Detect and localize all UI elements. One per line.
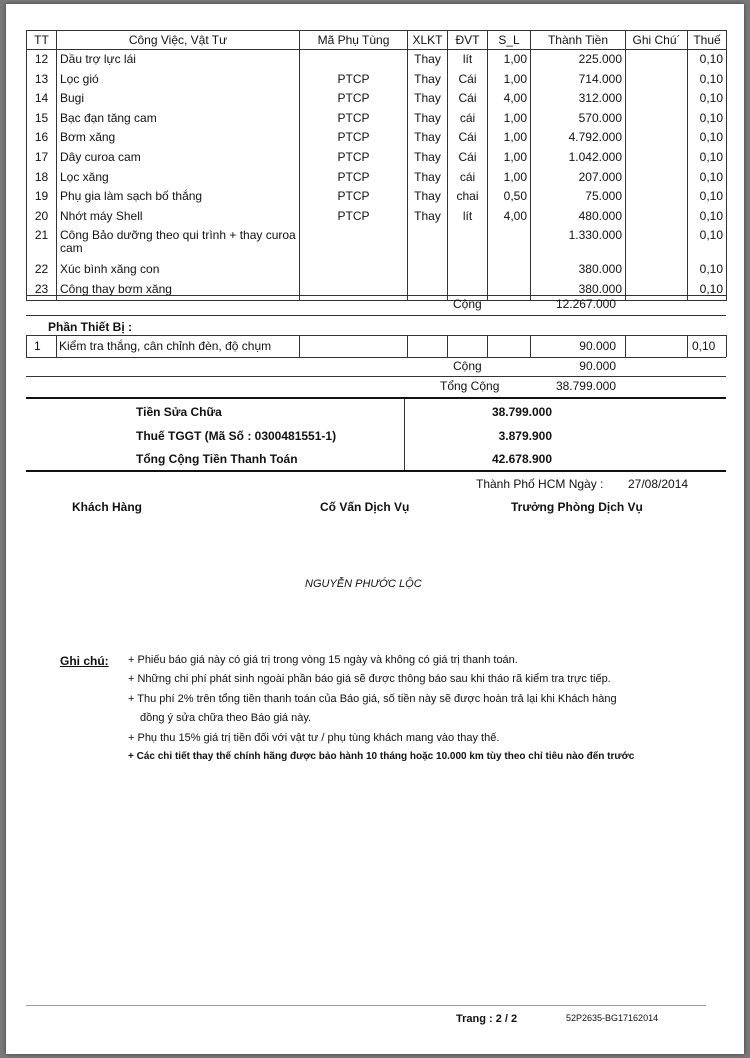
table-row — [27, 109, 727, 129]
row-tt: 21 — [27, 226, 57, 260]
table-row — [27, 260, 727, 280]
col-dvt: ĐVT — [448, 31, 488, 50]
col-note: Ghi Chú´ — [626, 31, 688, 50]
row-tt: 23 — [27, 280, 57, 300]
equipment-subtotal-value: 90.000 — [579, 359, 616, 373]
row-code: PTCP — [300, 168, 408, 188]
row-name: Bugi — [57, 89, 300, 109]
col-tt: TT — [27, 31, 57, 50]
page-number: Trang : 2 / 2 — [456, 1013, 518, 1025]
row-tax: 0,10 — [688, 168, 727, 188]
row-sl: 0,50 — [488, 187, 531, 207]
row-amount: 570.000 — [531, 109, 626, 129]
row-note — [626, 168, 688, 188]
row-note — [626, 70, 688, 90]
row-note — [626, 280, 688, 300]
row-code — [300, 50, 408, 70]
summary-label-tax: Thuế TGGT (Mã Số : 0300481551-1) — [136, 429, 337, 443]
row-name: Lọc xăng — [57, 168, 300, 188]
table-row — [27, 89, 727, 109]
row-name: Bạc đạn tăng cam — [57, 109, 300, 129]
row-xlkt — [408, 260, 448, 280]
row-dvt: Cái — [448, 128, 488, 148]
row-tax: 0,10 — [688, 128, 727, 148]
row-note — [626, 187, 688, 207]
note-line-6: + Các chi tiết thay thế chính hãng được bảo hành 10 tháng hoặc 10.000 km tùy theo chỉ tiêu nào đến trước — [128, 751, 635, 762]
row-dvt: Cái — [448, 70, 488, 90]
row-name: Bơm xăng — [57, 128, 300, 148]
signer-advisor: Cố Vấn Dịch Vụ — [320, 500, 410, 514]
row-tax: 0,10 — [688, 89, 727, 109]
row-xlkt: Thay — [408, 207, 448, 227]
row-code: PTCP — [300, 128, 408, 148]
row-tax: 0,10 — [688, 50, 727, 70]
equipment-row-tax: 0,10 — [692, 339, 716, 353]
notes-label: Ghi chú: — [60, 654, 109, 668]
row-tax: 0,10 — [688, 280, 727, 300]
signer-head: Trưởng Phòng Dịch Vụ — [511, 500, 643, 514]
row-sl — [488, 226, 531, 260]
row-xlkt: Thay — [408, 187, 448, 207]
row-sl: 1,00 — [488, 50, 531, 70]
row-name: Dầu trợ lực lái — [57, 50, 300, 70]
equipment-row-amount: 90.000 — [579, 339, 616, 353]
row-note — [626, 128, 688, 148]
row-dvt: lít — [448, 50, 488, 70]
row-amount: 380.000 — [531, 260, 626, 280]
grand-total-label: Tổng Cộng — [440, 379, 500, 393]
row-sl: 1,00 — [488, 70, 531, 90]
row-sl: 1,00 — [488, 148, 531, 168]
document-code: 52P2635-BG17162014 — [566, 1013, 659, 1023]
row-sl — [488, 280, 531, 300]
row-code: PTCP — [300, 207, 408, 227]
row-note — [626, 109, 688, 129]
row-xlkt: Thay — [408, 148, 448, 168]
row-name: Công Bảo dưỡng theo qui trình + thay curoa cam — [57, 226, 300, 260]
subtotal-label: Cộng — [453, 297, 482, 311]
summary-label-repair: Tiền Sửa Chữa — [136, 405, 222, 419]
row-dvt: cái — [448, 109, 488, 129]
note-line-5: + Phụ thu 15% giá trị tiền đối với vật tư / phụ tùng khách mang vào thay thế. — [128, 732, 500, 744]
row-name: Lọc gió — [57, 70, 300, 90]
row-note — [626, 148, 688, 168]
summary-label-total: Tổng Cộng Tiền Thanh Toán — [136, 452, 298, 466]
row-name: Phụ gia làm sạch bố thắng — [57, 187, 300, 207]
row-sl: 4,00 — [488, 89, 531, 109]
row-name: Nhớt máy Shell — [57, 207, 300, 227]
col-sl: S_L — [488, 31, 531, 50]
table-row — [27, 187, 727, 207]
row-tax: 0,10 — [688, 70, 727, 90]
table-row — [27, 226, 727, 260]
row-xlkt: Thay — [408, 109, 448, 129]
note-line-4: đồng ý sửa chữa theo Báo giá này. — [140, 712, 312, 724]
note-line-2: + Những chi phí phát sinh ngoài phần báo giá sẽ được thông báo sau khi tháo rã kiểm tra trực tiếp. — [128, 673, 611, 685]
row-tax: 0,10 — [688, 226, 727, 260]
row-code: PTCP — [300, 70, 408, 90]
note-line-3: + Thu phí 2% trên tổng tiền thanh toán của Báo giá, số tiền này sẽ được hoàn trả lại khi Khách hàng — [128, 693, 617, 705]
grand-total-value: 38.799.000 — [555, 379, 616, 393]
table-row — [27, 70, 727, 90]
row-xlkt: Thay — [408, 128, 448, 148]
row-tax: 0,10 — [688, 207, 727, 227]
row-amount: 480.000 — [531, 207, 626, 227]
subtotal-value: 12.267.000 — [555, 297, 616, 311]
row-tax: 0,10 — [688, 109, 727, 129]
row-amount: 1.042.000 — [531, 148, 626, 168]
row-amount: 380.000 — [531, 280, 626, 300]
row-amount: 4.792.000 — [531, 128, 626, 148]
row-tt: 20 — [27, 207, 57, 227]
row-code: PTCP — [300, 187, 408, 207]
items-table — [26, 30, 727, 301]
city-date-label: Thành Phố HCM Ngày : — [476, 477, 604, 491]
advisor-name: NGUYỄN PHƯỚC LỘC — [305, 578, 422, 590]
row-tax: 0,10 — [688, 187, 727, 207]
row-sl: 4,00 — [488, 207, 531, 227]
row-tt: 13 — [27, 70, 57, 90]
row-note — [626, 260, 688, 280]
row-dvt: lít — [448, 207, 488, 227]
row-name: Xúc bình xăng con — [57, 260, 300, 280]
row-dvt: cái — [448, 168, 488, 188]
col-amount: Thành Tiền — [531, 31, 626, 50]
row-tax: 0,10 — [688, 148, 727, 168]
row-dvt: Cái — [448, 148, 488, 168]
row-tt: 22 — [27, 260, 57, 280]
row-tt: 12 — [27, 50, 57, 70]
row-amount: 1.330.000 — [531, 226, 626, 260]
table-header — [27, 31, 727, 50]
row-xlkt — [408, 226, 448, 260]
quote-page — [6, 4, 744, 1054]
row-tax: 0,10 — [688, 260, 727, 280]
row-amount: 714.000 — [531, 70, 626, 90]
table-row — [27, 50, 727, 70]
summary-value-total: 42.678.900 — [491, 452, 552, 466]
row-code — [300, 280, 408, 300]
summary-value-repair: 38.799.000 — [491, 405, 552, 419]
row-amount: 207.000 — [531, 168, 626, 188]
row-code: PTCP — [300, 109, 408, 129]
row-name: Dây curoa cam — [57, 148, 300, 168]
table-row — [27, 207, 727, 227]
col-name: Công Việc, Vật Tư — [57, 31, 300, 50]
row-code: PTCP — [300, 148, 408, 168]
row-xlkt: Thay — [408, 70, 448, 90]
equipment-title: Phần Thiết Bị : — [48, 320, 132, 334]
row-name: Công thay bơm xăng — [57, 280, 300, 300]
row-dvt: Cái — [448, 89, 488, 109]
row-amount: 75.000 — [531, 187, 626, 207]
date-value: 27/08/2014 — [628, 477, 689, 491]
row-code — [300, 260, 408, 280]
row-xlkt — [408, 280, 448, 300]
equipment-subtotal-label: Cộng — [453, 359, 482, 373]
row-amount: 312.000 — [531, 89, 626, 109]
row-tt: 19 — [27, 187, 57, 207]
row-code: PTCP — [300, 89, 408, 109]
row-note — [626, 50, 688, 70]
row-dvt — [448, 226, 488, 260]
row-xlkt: Thay — [408, 50, 448, 70]
row-sl: 1,00 — [488, 109, 531, 129]
row-sl: 1,00 — [488, 128, 531, 148]
row-xlkt: Thay — [408, 89, 448, 109]
summary-value-tax: 3.879.900 — [498, 429, 552, 443]
row-note — [626, 207, 688, 227]
col-code: Mã Phụ Tùng — [300, 31, 408, 50]
row-amount: 225.000 — [531, 50, 626, 70]
equipment-row-tt: 1 — [34, 339, 41, 353]
row-tt: 15 — [27, 109, 57, 129]
col-xlkt: XLKT — [408, 31, 448, 50]
row-sl — [488, 260, 531, 280]
row-dvt: chai — [448, 187, 488, 207]
row-dvt — [448, 260, 488, 280]
row-code — [300, 226, 408, 260]
table-row — [27, 128, 727, 148]
table-row — [27, 148, 727, 168]
row-xlkt: Thay — [408, 168, 448, 188]
row-note — [626, 89, 688, 109]
col-tax: Thuế — [688, 31, 727, 50]
row-tt: 14 — [27, 89, 57, 109]
table-row — [27, 168, 727, 188]
row-tt: 18 — [27, 168, 57, 188]
table-row — [27, 280, 727, 300]
row-note — [626, 226, 688, 260]
row-tt: 17 — [27, 148, 57, 168]
row-sl: 1,00 — [488, 168, 531, 188]
equipment-row-name: Kiểm tra thắng, cân chỉnh đèn, độ chụm — [59, 339, 272, 353]
note-line-1: + Phiếu báo giá này có giá trị trong vòng 15 ngày và không có giá trị thanh toán. — [128, 654, 518, 666]
row-tt: 16 — [27, 128, 57, 148]
signer-customer: Khách Hàng — [72, 500, 143, 514]
